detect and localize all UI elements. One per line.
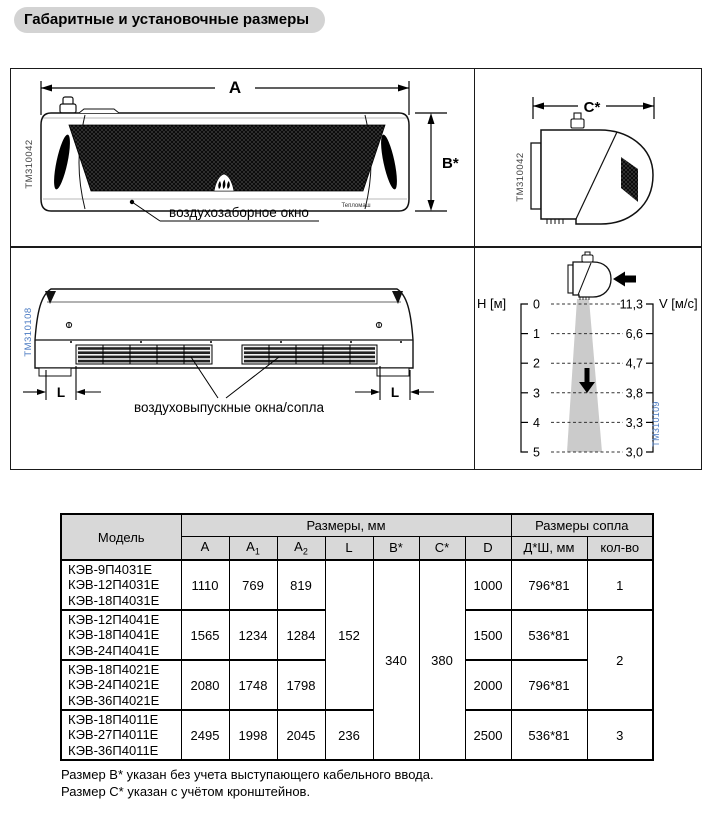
brand-label: Тепломаш bbox=[341, 203, 371, 209]
v-tick-labels bbox=[620, 297, 643, 459]
h-tick: 2 bbox=[533, 356, 540, 371]
header-dims-group: Размеры, мм bbox=[181, 514, 511, 536]
model-name: КЭВ-24П4041Е bbox=[68, 642, 160, 658]
value-nozzle: 796*81 bbox=[511, 560, 587, 610]
arrow-down-icon bbox=[428, 200, 435, 211]
left-end-tab bbox=[39, 368, 71, 376]
model-name: КЭВ-36П4021Е bbox=[68, 692, 160, 708]
v-tick: 4,7 bbox=[625, 356, 643, 371]
footnote-b: Размер В* указан без учета выступающего кабельного ввода. bbox=[61, 767, 434, 782]
model-name: КЭВ-12П4041Е bbox=[68, 611, 160, 627]
dim-a-label: A bbox=[228, 78, 242, 97]
header-col-b bbox=[373, 536, 419, 560]
value-d: 1000 bbox=[465, 560, 511, 610]
page-title: Габаритные и установочные размеры bbox=[14, 7, 325, 33]
value-l: 152 bbox=[325, 560, 373, 710]
dim-l-right-label: L bbox=[390, 384, 400, 400]
model-name: КЭВ-24П4021Е bbox=[68, 677, 160, 693]
header-col-nozzle-qty: кол-во bbox=[587, 536, 653, 560]
mounting-bracket bbox=[531, 143, 541, 209]
cable-gland-icon bbox=[571, 113, 584, 128]
value-d: 1500 bbox=[465, 610, 511, 660]
arrow-right-icon bbox=[371, 389, 380, 395]
front-view-drawing bbox=[11, 69, 473, 246]
drawing-code: TM310042 bbox=[515, 152, 526, 202]
model-name: КЭВ-27П4011Е bbox=[68, 727, 159, 743]
arrow-left-icon bbox=[533, 103, 544, 110]
value-l: 236 bbox=[325, 710, 373, 760]
dim-l-left-label: L bbox=[56, 384, 66, 400]
col-label: B* bbox=[389, 540, 403, 556]
figure-vertical-divider bbox=[474, 69, 476, 469]
cable-gland-icon bbox=[60, 97, 76, 113]
arrow-left-icon bbox=[410, 389, 419, 395]
v-tick: 3,3 bbox=[625, 415, 643, 430]
arrow-right-icon bbox=[643, 103, 654, 110]
value-qty: 2 bbox=[587, 610, 653, 710]
h-axis-label: Н [м] bbox=[477, 295, 507, 311]
header-col-d bbox=[465, 536, 511, 560]
table-row bbox=[61, 710, 653, 760]
value-qty: 1 bbox=[587, 560, 653, 610]
header-col-nozzle-size: Д*Ш, мм bbox=[511, 536, 587, 560]
v-tick: 3,8 bbox=[625, 385, 643, 400]
value-a1: 1998 bbox=[229, 710, 277, 760]
col-sub: 2 bbox=[302, 546, 308, 557]
model-name: КЭВ-9П4031Е bbox=[68, 561, 153, 577]
value-a: 1110 bbox=[181, 560, 229, 610]
col-label: D bbox=[483, 540, 493, 556]
model-name: КЭВ-36П4011Е bbox=[68, 742, 159, 758]
footnote-c: Размер С* указан с учётом кронштейнов. bbox=[61, 784, 311, 799]
table-header-row-1 bbox=[61, 514, 653, 536]
model-cell bbox=[61, 610, 181, 660]
value-a: 2495 bbox=[181, 710, 229, 760]
h-tick: 0 bbox=[533, 297, 540, 311]
arrow-up-icon bbox=[428, 113, 435, 124]
value-nozzle: 796*81 bbox=[511, 660, 587, 710]
model-name: КЭВ-18П4031Е bbox=[68, 592, 160, 608]
v-axis-label: V [м/с] bbox=[659, 295, 698, 311]
header-col-c bbox=[419, 536, 465, 560]
drawing-code: TM310108 bbox=[23, 306, 34, 357]
value-nozzle: 536*81 bbox=[511, 710, 587, 760]
value-a1: 1234 bbox=[229, 610, 277, 660]
intake-direction-arrow bbox=[613, 271, 636, 286]
dim-b-label: B* bbox=[442, 155, 459, 172]
drawing-code: TM310109 bbox=[651, 400, 661, 447]
header-col-l bbox=[325, 536, 373, 560]
h-tick: 3 bbox=[533, 385, 540, 400]
dimension-figure-panel bbox=[10, 68, 702, 470]
h-tick: 5 bbox=[533, 445, 540, 459]
col-label: A bbox=[294, 538, 303, 554]
value-qty: 3 bbox=[587, 710, 653, 760]
value-a2: 819 bbox=[277, 560, 325, 610]
col-label: A bbox=[200, 538, 210, 554]
model-cell bbox=[61, 560, 181, 610]
header-model: Модель bbox=[61, 514, 181, 560]
footnotes bbox=[61, 766, 434, 800]
drawing-code: TM310042 bbox=[24, 139, 35, 189]
model-cell bbox=[61, 710, 181, 760]
col-label: C* bbox=[434, 540, 450, 556]
outlet-grille-right bbox=[242, 345, 377, 364]
air-curtain-icon bbox=[568, 252, 611, 300]
value-b: 340 bbox=[373, 560, 419, 760]
outlets-label: воздуховыпускные окна/сопла bbox=[133, 399, 325, 415]
airflow-chart bbox=[475, 248, 701, 468]
h-tick-labels bbox=[533, 297, 540, 459]
figure-horizontal-divider bbox=[11, 246, 701, 248]
model-cell bbox=[61, 660, 181, 710]
arrow-left-icon bbox=[76, 389, 85, 395]
value-c: 380 bbox=[419, 560, 465, 760]
h-axis bbox=[521, 304, 528, 452]
header-col-a1 bbox=[229, 536, 277, 560]
model-name: КЭВ-18П4021Е bbox=[68, 661, 160, 677]
table-row bbox=[61, 560, 653, 610]
v-tick: 11,3 bbox=[619, 297, 643, 311]
col-label: L bbox=[345, 540, 353, 556]
header-nozzle-group: Размеры сопла bbox=[511, 514, 653, 536]
v-tick: 6,6 bbox=[625, 326, 643, 341]
arrow-left-icon bbox=[41, 85, 52, 92]
outlet-grille-left bbox=[76, 345, 212, 364]
right-end-tab bbox=[377, 368, 409, 376]
value-a: 1565 bbox=[181, 610, 229, 660]
col-sub: 1 bbox=[254, 546, 260, 557]
value-a2: 1798 bbox=[277, 660, 325, 710]
dimensions-table bbox=[60, 513, 654, 761]
arrow-right-icon bbox=[398, 85, 409, 92]
top-plate bbox=[79, 109, 119, 113]
dim-c-label: C* bbox=[583, 99, 601, 116]
value-a1: 769 bbox=[229, 560, 277, 610]
value-a1: 1748 bbox=[229, 660, 277, 710]
header-col-a2 bbox=[277, 536, 325, 560]
value-a: 2080 bbox=[181, 660, 229, 710]
bottom-view-drawing bbox=[11, 248, 473, 468]
col-label: A bbox=[246, 538, 255, 554]
intake-window-label: воздухозаборное окно bbox=[169, 205, 309, 220]
model-name: КЭВ-12П4031Е bbox=[68, 577, 160, 593]
model-name: КЭВ-18П4011Е bbox=[68, 711, 159, 727]
arrow-right-icon bbox=[37, 389, 46, 395]
value-d: 2000 bbox=[465, 660, 511, 710]
value-a2: 2045 bbox=[277, 710, 325, 760]
value-nozzle: 536*81 bbox=[511, 610, 587, 660]
v-tick: 3,0 bbox=[625, 445, 643, 459]
value-a2: 1284 bbox=[277, 610, 325, 660]
h-tick: 1 bbox=[533, 326, 540, 341]
header-col-a bbox=[181, 536, 229, 560]
h-tick: 4 bbox=[533, 415, 540, 430]
value-d: 2500 bbox=[465, 710, 511, 760]
model-name: КЭВ-18П4041Е bbox=[68, 627, 160, 643]
side-view-drawing bbox=[475, 69, 701, 246]
